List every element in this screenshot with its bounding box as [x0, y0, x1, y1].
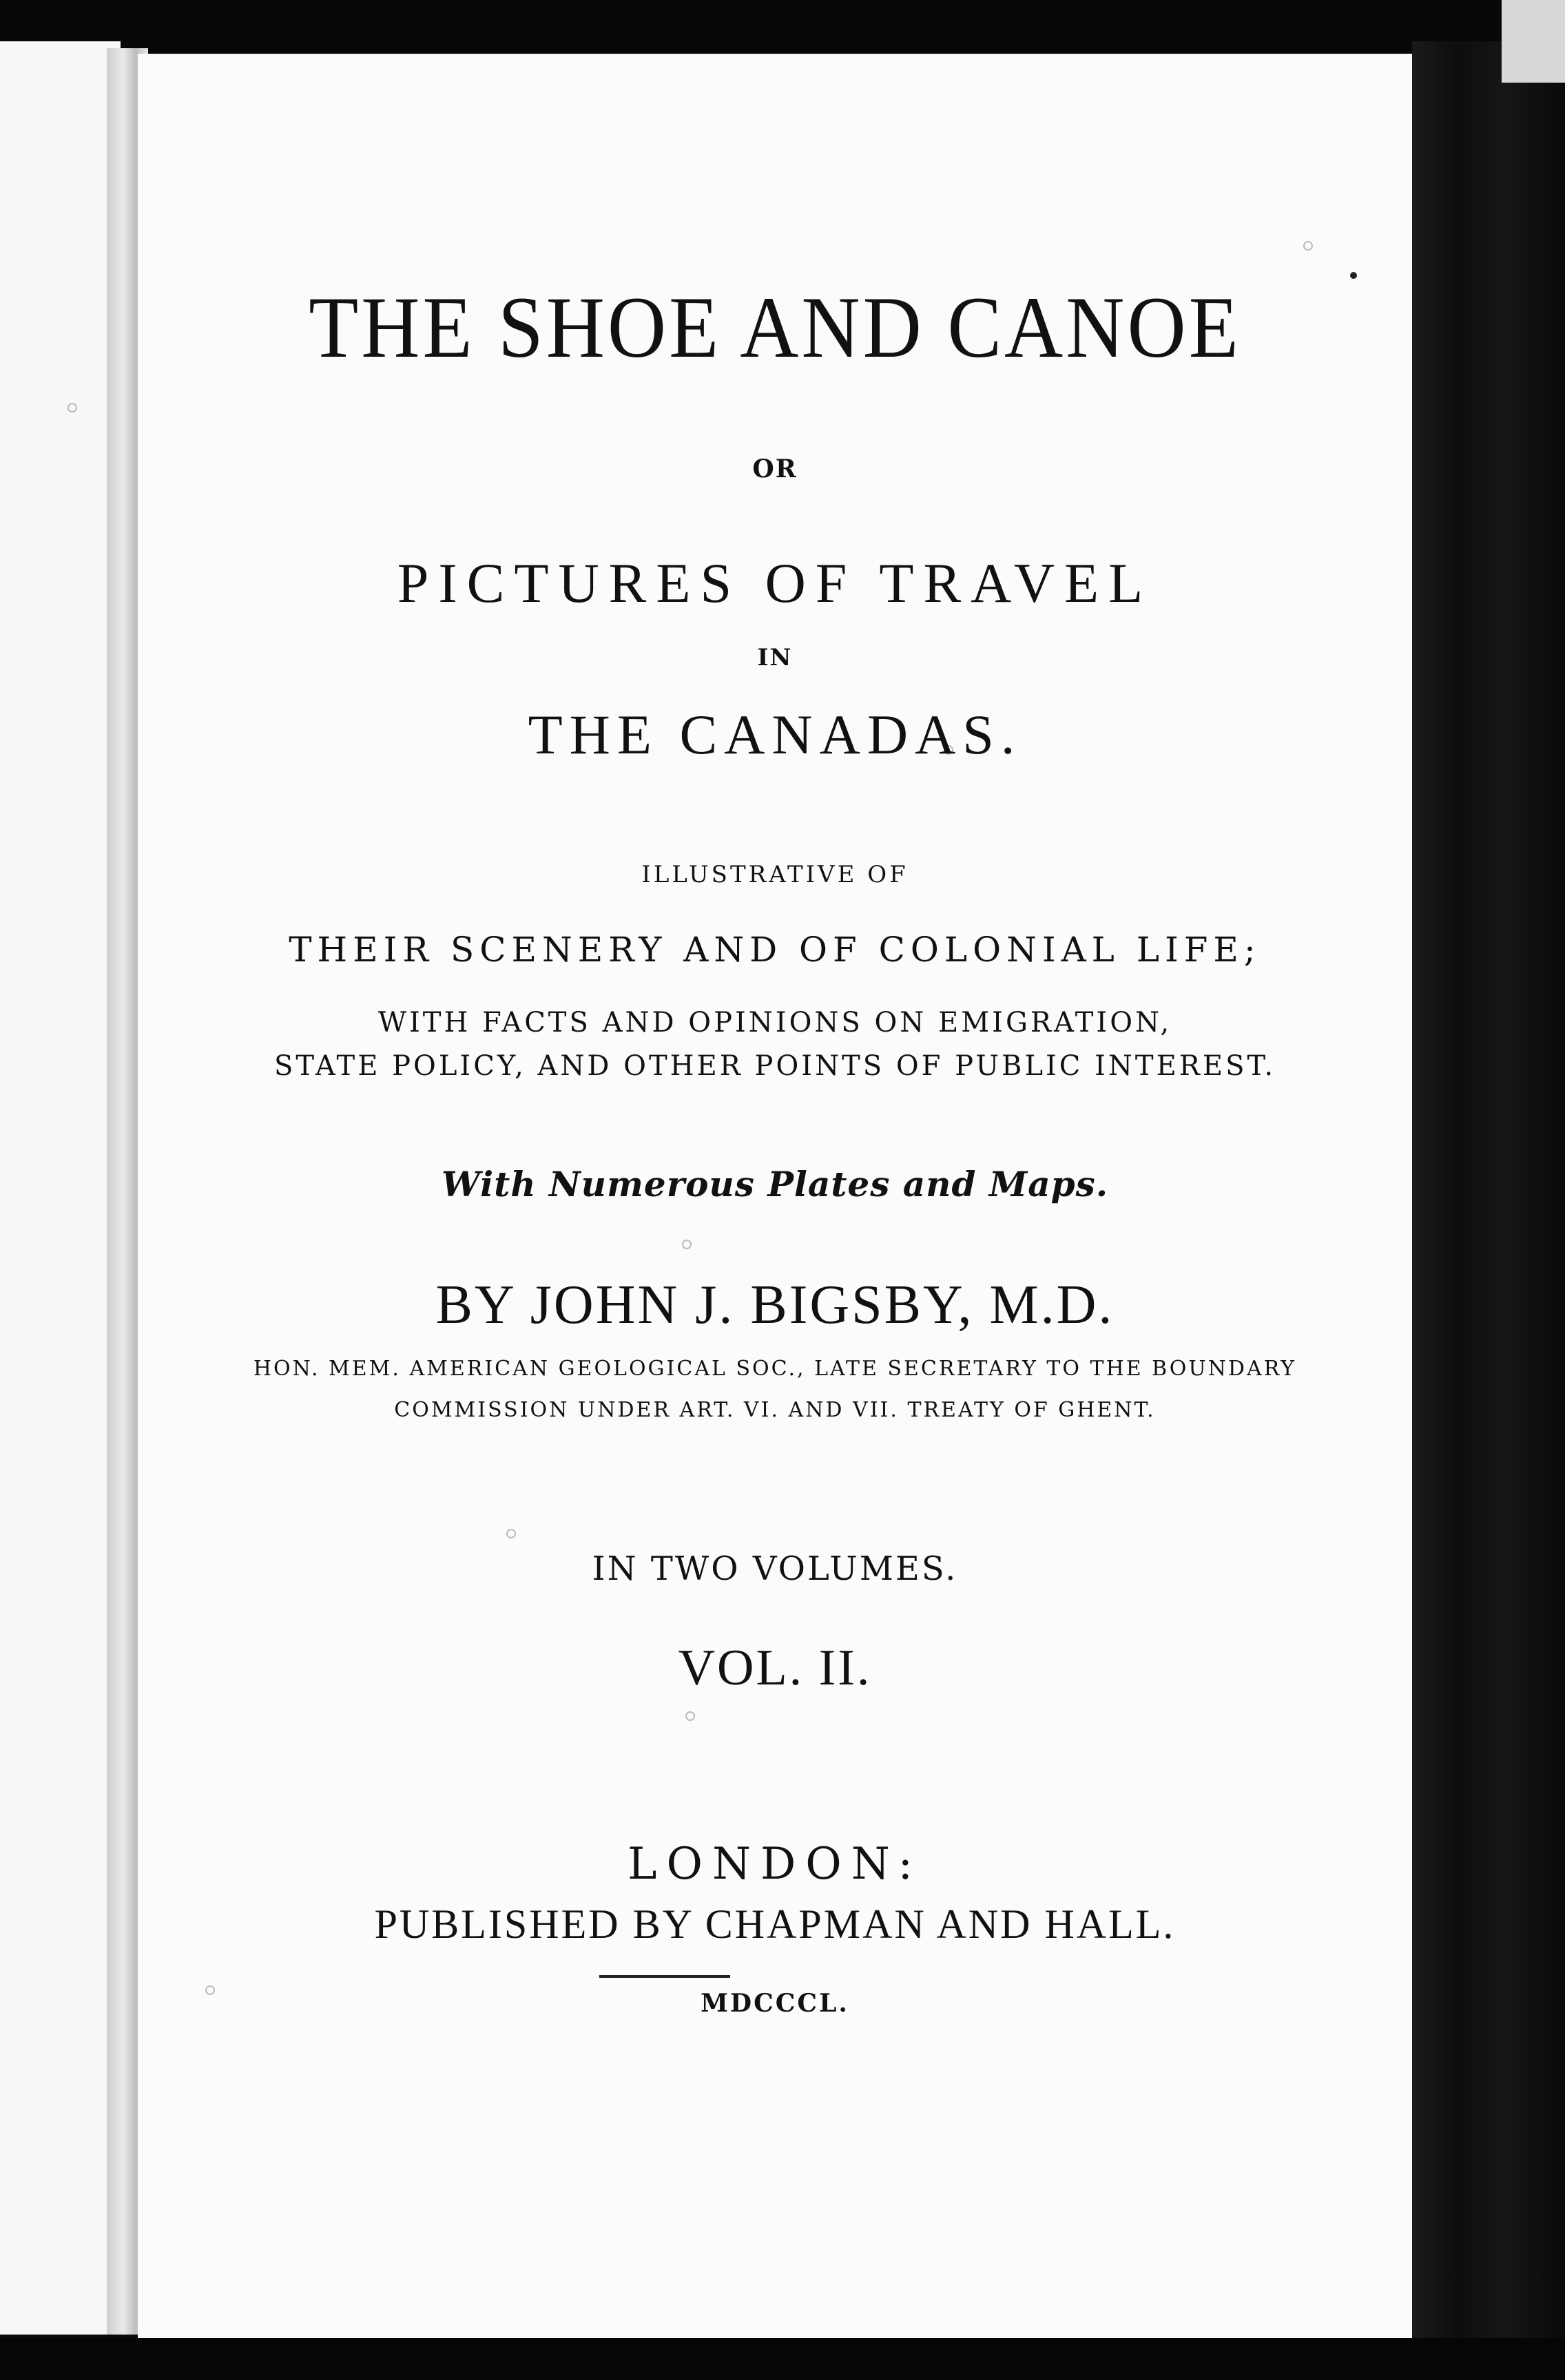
plates-note: With Numerous Plates and Maps. [441, 1164, 1109, 1204]
paper-speck [506, 1529, 516, 1538]
description-facts-1: WITH FACTS AND OPINIONS ON EMIGRATION, [377, 1007, 1172, 1038]
author-credentials-1: HON. MEM. AMERICAN GEOLOGICAL SOC., LATE SECRETARY TO THE BOUNDARY [253, 1357, 1297, 1381]
bottom-scan-border [0, 2338, 1565, 2380]
subtitle-line-1: PICTURES OF TRAVEL [397, 552, 1153, 614]
author-credentials-2: COMMISSION UNDER ART. VI. AND VII. TREATY OF GHENT. [394, 1398, 1156, 1422]
author-line: BY JOHN J. BIGSBY, M.D. [435, 1275, 1115, 1335]
paper-speck [68, 403, 77, 413]
subtitle-preposition: IN [757, 644, 793, 671]
publication-place: LONDON: [627, 1839, 923, 1890]
volume-count: IN TWO VOLUMES. [592, 1549, 958, 1588]
description-intro: ILLUSTRATIVE OF [641, 861, 909, 888]
top-scan-border [0, 0, 1565, 54]
paper-speck [682, 1240, 692, 1249]
cover-corner-light [1502, 0, 1565, 83]
previous-page-edge [0, 41, 121, 2335]
book-title: THE SHOE AND CANOE [309, 278, 1241, 377]
subtitle-line-2: THE CANADAS. [528, 703, 1022, 766]
publication-date: MDCCCL. [701, 1989, 849, 2018]
description-facts-2: STATE POLICY, AND OTHER POINTS OF PUBLIC INTEREST. [273, 1050, 1276, 1082]
title-conjunction: OR [752, 455, 798, 483]
divider-rule [599, 1975, 730, 1978]
volume-number: VOL. II. [678, 1640, 872, 1696]
book-cover-edge [1412, 41, 1565, 2380]
publisher-line: PUBLISHED BY CHAPMAN AND HALL. [374, 1901, 1176, 1947]
paper-speck [685, 1711, 695, 1721]
paper-speck [1303, 241, 1313, 251]
description-scenery: THEIR SCENERY AND OF COLONIAL LIFE; [289, 930, 1261, 970]
